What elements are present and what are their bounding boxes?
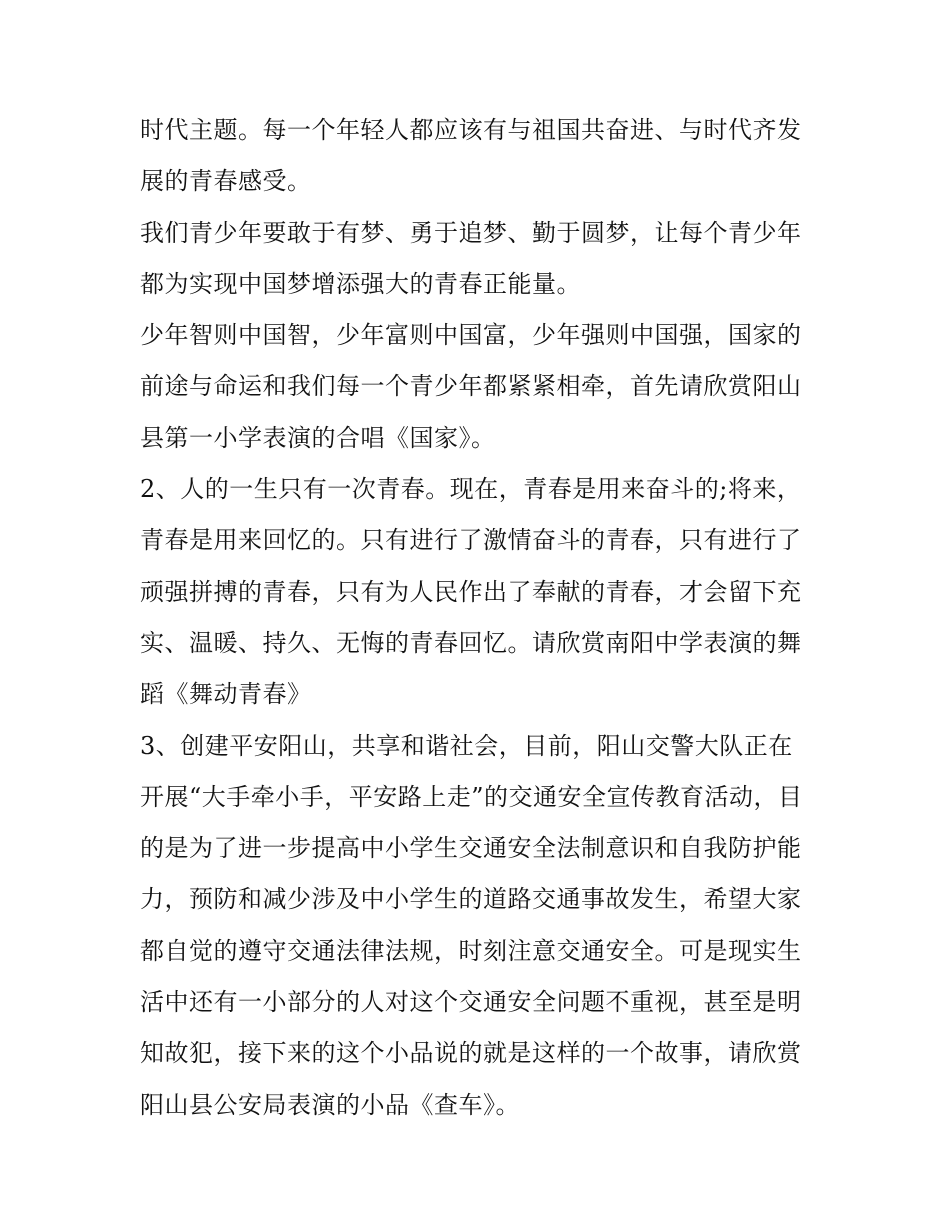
text-line: 展的青春感受。	[140, 167, 312, 196]
text-line: 少年智则中国智，少年富则中国富，少年强则中国强，国家的	[140, 321, 802, 350]
text-line: 的是为了进一步提高中小学生交通安全法制意识和自我防护能	[140, 834, 802, 863]
document-body	[140, 105, 820, 1131]
text-line: 蹈《舞动青春》	[140, 680, 312, 709]
text-line: 时代主题。每一个年轻人都应该有与祖国共奋进、与时代齐发	[140, 116, 802, 144]
text-line: 2、人的一生只有一次青春。现在，青春是用来奋斗的;将来，	[140, 475, 802, 504]
text-line: 开展“大手牵小手，平安路上走”的交通安全宣传教育活动，目	[140, 782, 803, 811]
text-line: 前途与命运和我们每一个青少年都紧紧相牵，首先请欣赏阳山	[140, 372, 802, 401]
text-line: 知故犯，接下来的这个小品说的就是这样的一个故事，请欣赏	[140, 1039, 802, 1068]
text-line: 3、创建平安阳山，共享和谐社会，目前，阳山交警大队正在	[140, 731, 793, 760]
text-line: 活中还有一小部分的人对这个交通安全问题不重视，甚至是明	[140, 988, 802, 1017]
text-line: 都为实现中国梦增添强大的青春正能量。	[140, 269, 581, 298]
text-line: 都自觉的遵守交通法律法规，时刻注意交通安全。可是现实生	[140, 936, 802, 965]
text-line: 实、温暖、持久、无悔的青春回忆。请欣赏南阳中学表演的舞	[140, 628, 802, 657]
text-line: 阳山县公安局表演的小品《查车》。	[140, 1090, 520, 1119]
text-line: 我们青少年要敢于有梦、勇于追梦、勤于圆梦，让每个青少年	[140, 218, 802, 247]
text-line: 顽强拼搏的青春，只有为人民作出了奉献的青春，才会留下充	[140, 577, 802, 606]
text-line: 力，预防和减少涉及中小学生的道路交通事故发生，希望大家	[140, 885, 802, 914]
text-line: 青春是用来回忆的。只有进行了激情奋斗的青春，只有进行了	[140, 526, 802, 555]
text-line: 县第一小学表演的合唱《国家》。	[140, 423, 496, 452]
